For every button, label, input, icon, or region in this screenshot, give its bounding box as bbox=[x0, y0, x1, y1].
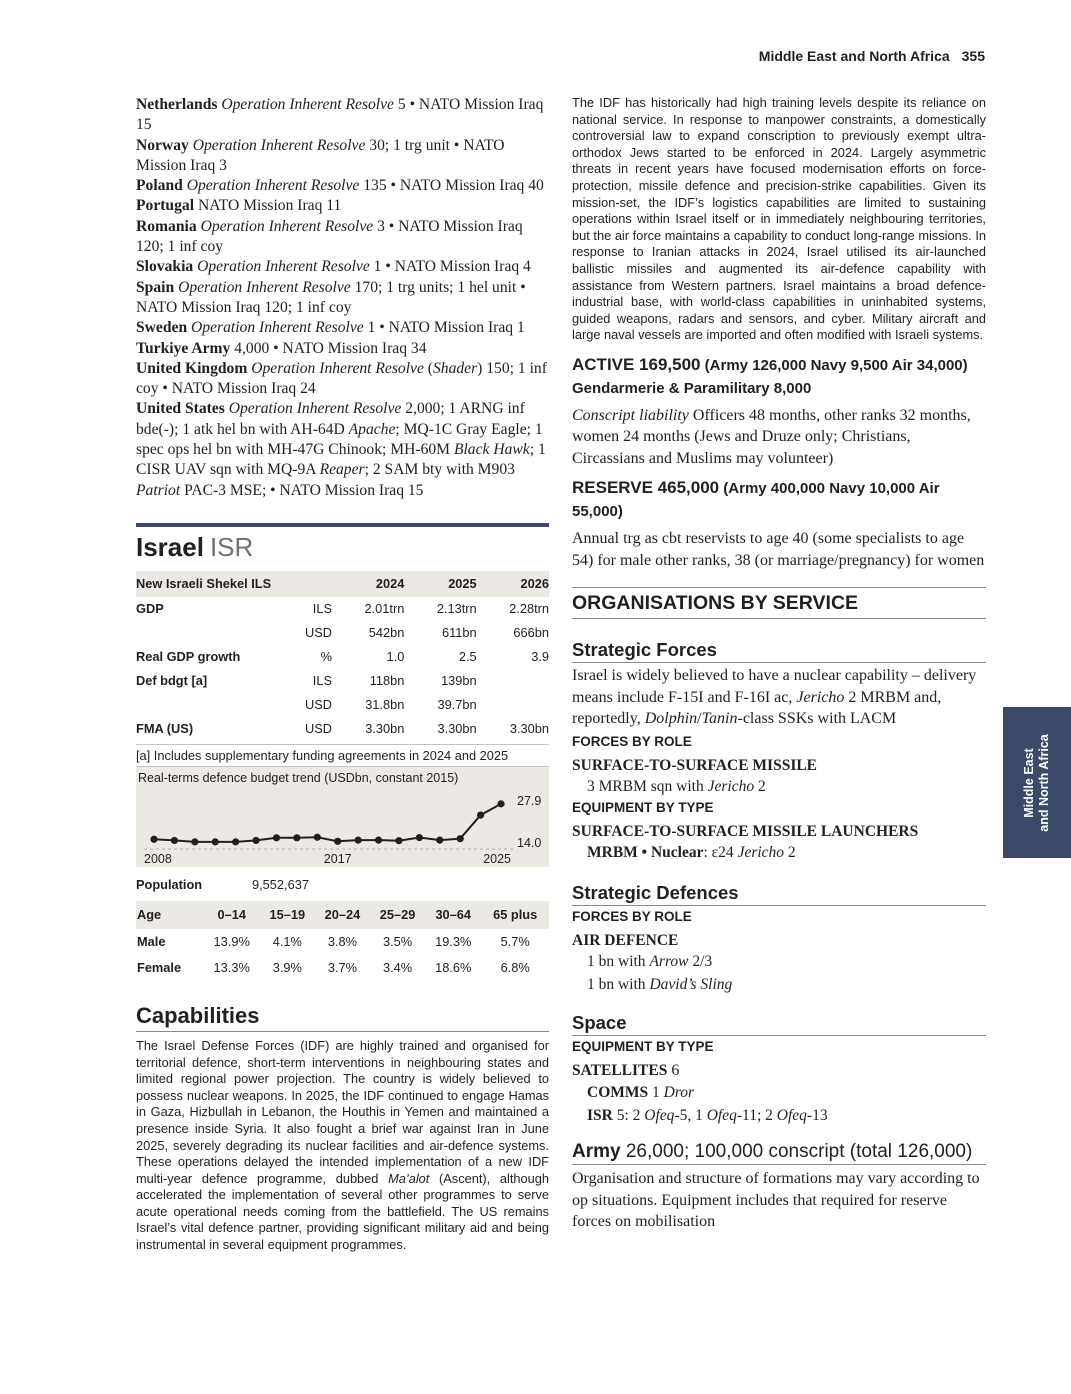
data-point bbox=[355, 836, 362, 843]
data-point bbox=[293, 834, 300, 841]
age-header-row: Age 0–14 15–19 20–24 25–29 30–64 65 plus bbox=[136, 901, 549, 929]
section-tab bbox=[1003, 707, 1071, 858]
deployment-item: Norway Operation Inherent Resolve 30; 1 trg unit • NATO Mission Iraq 3 bbox=[136, 136, 505, 174]
deployment-uk: United Kingdom Operation Inherent Resolve (Shader) 150; 1 inf coy • NATO Mission Iraq 24 bbox=[136, 359, 547, 398]
econ-row: Real GDP growth % 1.0 2.5 3.9 bbox=[136, 649, 549, 665]
econ-header-row: New Israeli Shekel ILS 2024 2025 2026 bbox=[136, 571, 549, 597]
econ-row: Def bdgt [a] ILS 118bn 139bn bbox=[136, 673, 477, 689]
country-title: Israel ISR bbox=[136, 531, 254, 562]
army-text: Organisation and structure of formations may vary according to op situations. Equipment includes that required for reserve forces on mobilisation bbox=[572, 1170, 980, 1231]
header-section: Middle East and North Africa bbox=[758, 48, 950, 64]
y-tick-label: 14.0 bbox=[517, 835, 542, 850]
running-header bbox=[759, 48, 985, 64]
data-point bbox=[150, 836, 157, 843]
reserve-text: Annual trg as cbt reservists to age 40 (some specialists to age 54) for male other ranks, 38 (or marriage/pregnancy) for women bbox=[572, 530, 985, 569]
data-point bbox=[171, 837, 178, 844]
deployment-item: Netherlands Operation Inherent Resolve 5 • NATO Mission Iraq 15 bbox=[136, 96, 544, 134]
deployment-item: Turkiye Army 4,000 • NATO Mission Iraq 34 bbox=[136, 339, 427, 357]
data-point bbox=[457, 835, 464, 842]
air-defence-label: AIR DEFENCE bbox=[572, 931, 679, 949]
tab-line2: and North Africa bbox=[1037, 733, 1051, 832]
data-point bbox=[273, 834, 280, 841]
x-tick-label: 2017 bbox=[323, 851, 352, 866]
capabilities-heading: Capabilities bbox=[136, 1003, 549, 1032]
data-point bbox=[334, 838, 341, 845]
y-tick-label: 27.9 bbox=[517, 793, 542, 808]
budget-trend-chart bbox=[136, 767, 549, 867]
data-point bbox=[497, 800, 504, 807]
reserve-strength: RESERVE 465,000 (Army 400,000 Navy 10,000 Air 55,000) bbox=[572, 478, 940, 521]
capabilities-paragraph-2: The IDF has historically had high training levels despite its reliance on national service. In response to manpower constraints, a domestically controversial law to expand conscription to previously exempt ultra-orthodox Jews started to be enforced in 2024. Largely asymmetric threats in recent years have focused modernisation efforts on force-protection, missile defence and precision-strike capabilities. Given its mission-set, the IDF’s logistics capabilities are limited to sustaining operations within Israel itself or in immediately neighbouring territories, but the air force maintains a capability to conduct long-range missions. In response to Iranian attacks in 2024, Israel utilised its air-launched ballistic missiles and augmented its air-defence capability with assistance from Western partners. Israel maintains a broad defence-industrial base, with world-class capabilities in uninhabited systems, guided weapons, radars and sensors, and cyber. Military aircraft and large naval vessels are imported and often modified with Israeli systems. bbox=[572, 95, 986, 343]
econ-row: GDP ILS 2.01trn 2.13trn 2.28trn bbox=[136, 601, 549, 617]
ssm-label: SURFACE-TO-SURFACE MISSILE bbox=[572, 756, 818, 774]
econ-row: FMA (US) USD 3.30bn 3.30bn 3.30bn bbox=[136, 721, 549, 737]
country-divider bbox=[136, 523, 549, 527]
deployment-us: United States Operation Inherent Resolve 2,000; 1 ARNG inf bde(-); 1 atk hel bn with AH-64D Apache; MQ-1C Gray Eagle; 1 spec ops hel bn with MH-47G Chinook; MH-60M Black Hawk; 1 CISR UAV sqn with MQ-9A Reaper; 2 SAM bty with M903 Patriot PAC-3 MSE; • NATO Mission Iraq 15 bbox=[136, 400, 546, 499]
page-number: 355 bbox=[961, 48, 985, 64]
deployment-item: Spain Operation Inherent Resolve 170; 1 trg units; 1 hel unit • NATO Mission Iraq 120; 1 inf coy bbox=[136, 278, 526, 316]
organisations-heading: ORGANISATIONS BY SERVICE bbox=[572, 587, 986, 619]
data-point bbox=[477, 811, 484, 818]
active-strength: ACTIVE 169,500 (Army 126,000 Navy 9,500 Air 34,000) Gendarmerie & Paramilitary 8,000 bbox=[572, 354, 968, 397]
data-point bbox=[395, 837, 402, 844]
data-point bbox=[212, 838, 219, 845]
equipment-by-type-label: EQUIPMENT BY TYPE bbox=[572, 1038, 714, 1054]
deployment-item: Poland Operation Inherent Resolve 135 • NATO Mission Iraq 40 bbox=[136, 177, 544, 195]
space-heading: Space bbox=[572, 1012, 986, 1036]
forces-by-role-label: FORCES BY ROLE bbox=[572, 733, 692, 749]
isr-satellites: ISR 5: 2 Ofeq-5, 1 Ofeq-11; 2 Ofeq-13 bbox=[587, 1107, 828, 1125]
arrow-bn: 1 bn with Arrow 2/3 bbox=[587, 952, 713, 970]
strategic-defences-heading: Strategic Defences bbox=[572, 882, 986, 906]
deployment-item: Portugal NATO Mission Iraq 11 bbox=[136, 197, 342, 215]
army-heading: Army 26,000; 100,000 conscript (total 126,000) bbox=[572, 1141, 986, 1165]
x-tick-label: 2008 bbox=[144, 851, 172, 866]
mrbm-units: 3 MRBM sqn with Jericho 2 bbox=[587, 777, 766, 795]
chart-plot bbox=[136, 791, 549, 867]
conscript-liability: Conscript liability Officers 48 months, other ranks 32 months, women 24 months (Jews and Druze only; Christians, Circassians and Muslims may volunteer) bbox=[572, 406, 971, 467]
left-column bbox=[136, 95, 549, 1254]
x-tick-label: 2025 bbox=[483, 851, 511, 866]
data-point bbox=[314, 834, 321, 841]
age-table bbox=[136, 901, 549, 981]
econ-row: USD 31.8bn 39.7bn bbox=[304, 697, 477, 713]
deployment-item: Romania Operation Inherent Resolve 3 • NATO Mission Iraq 120; 1 inf coy bbox=[136, 217, 523, 256]
capabilities-paragraph-1: The Israel Defense Forces (IDF) are highly trained and organised for territorial defence, short-term interventions in neighbouring states and limited regional power projection. The country is widely believed to possess nuclear weapons. In 2025, the IDF continued to engage Hamas in Gaza, Hizbullah in Lebanon, the Houthis in Yemen and maintained a presence inside Syria. It also fought a brief war against Iran in June 2025, severely degrading its nuclear facilities and air-defence systems. These operations delayed the intended implementation of a new IDF multi-year defence programme, dubbed Ma’alot (Ascent), although accelerated the implementation of several other programmes to serve acute operational needs coming from the battlefield. The US remains Israel’s vital defence partner, providing significant military aid and being instrumental in several equipment programmes. bbox=[136, 1037, 549, 1253]
population-row: Population 9,552,637 bbox=[136, 876, 309, 892]
econ-note: [a] Includes supplementary funding agreements in 2024 and 2025 bbox=[136, 744, 549, 767]
equipment-by-type-label: EQUIPMENT BY TYPE bbox=[572, 799, 714, 815]
comms-satellites: COMMS 1 Dror bbox=[587, 1084, 695, 1102]
data-point bbox=[436, 836, 443, 843]
chart-title: Real-terms defence budget trend (USDbn, constant 2015) bbox=[138, 770, 459, 785]
strategic-forces-text: Israel is widely believed to have a nuclear capability – delivery means include F-15I and F-16I ac, Jericho 2 MRBM and, reportedly, Dolphin/Tanin-class SSKs with LACM bbox=[572, 667, 977, 728]
deployment-list bbox=[136, 95, 549, 359]
data-point bbox=[252, 837, 259, 844]
tab-line1: Middle East bbox=[1022, 747, 1036, 818]
deployment-item: Slovakia Operation Inherent Resolve 1 • NATO Mission Iraq 4 bbox=[136, 258, 531, 276]
data-point bbox=[416, 834, 423, 841]
trend-line bbox=[154, 804, 501, 842]
econ-row: USD 542bn 611bn 666bn bbox=[304, 625, 549, 641]
data-point bbox=[375, 836, 382, 843]
age-row: Male 13.9% 4.1% 3.8% 3.5% 19.3% 5.7% bbox=[137, 934, 530, 950]
ssml-label: SURFACE-TO-SURFACE MISSILE LAUNCHERS bbox=[572, 822, 919, 840]
mrbm-nuclear: MRBM • Nuclear: ε24 Jericho 2 bbox=[587, 843, 796, 861]
data-point bbox=[232, 838, 239, 845]
forces-by-role-label: FORCES BY ROLE bbox=[572, 908, 692, 924]
age-row: Female 13.3% 3.9% 3.7% 3.4% 18.6% 6.8% bbox=[137, 960, 530, 976]
deployment-item: Sweden Operation Inherent Resolve 1 • NATO Mission Iraq 1 bbox=[136, 319, 525, 337]
strategic-forces-heading: Strategic Forces bbox=[572, 639, 986, 663]
satellites: SATELLITES 6 bbox=[572, 1061, 680, 1079]
economic-table bbox=[136, 571, 549, 741]
right-column bbox=[572, 95, 986, 1233]
data-point bbox=[191, 838, 198, 845]
davids-sling-bn: 1 bn with David’s Sling bbox=[587, 975, 733, 993]
